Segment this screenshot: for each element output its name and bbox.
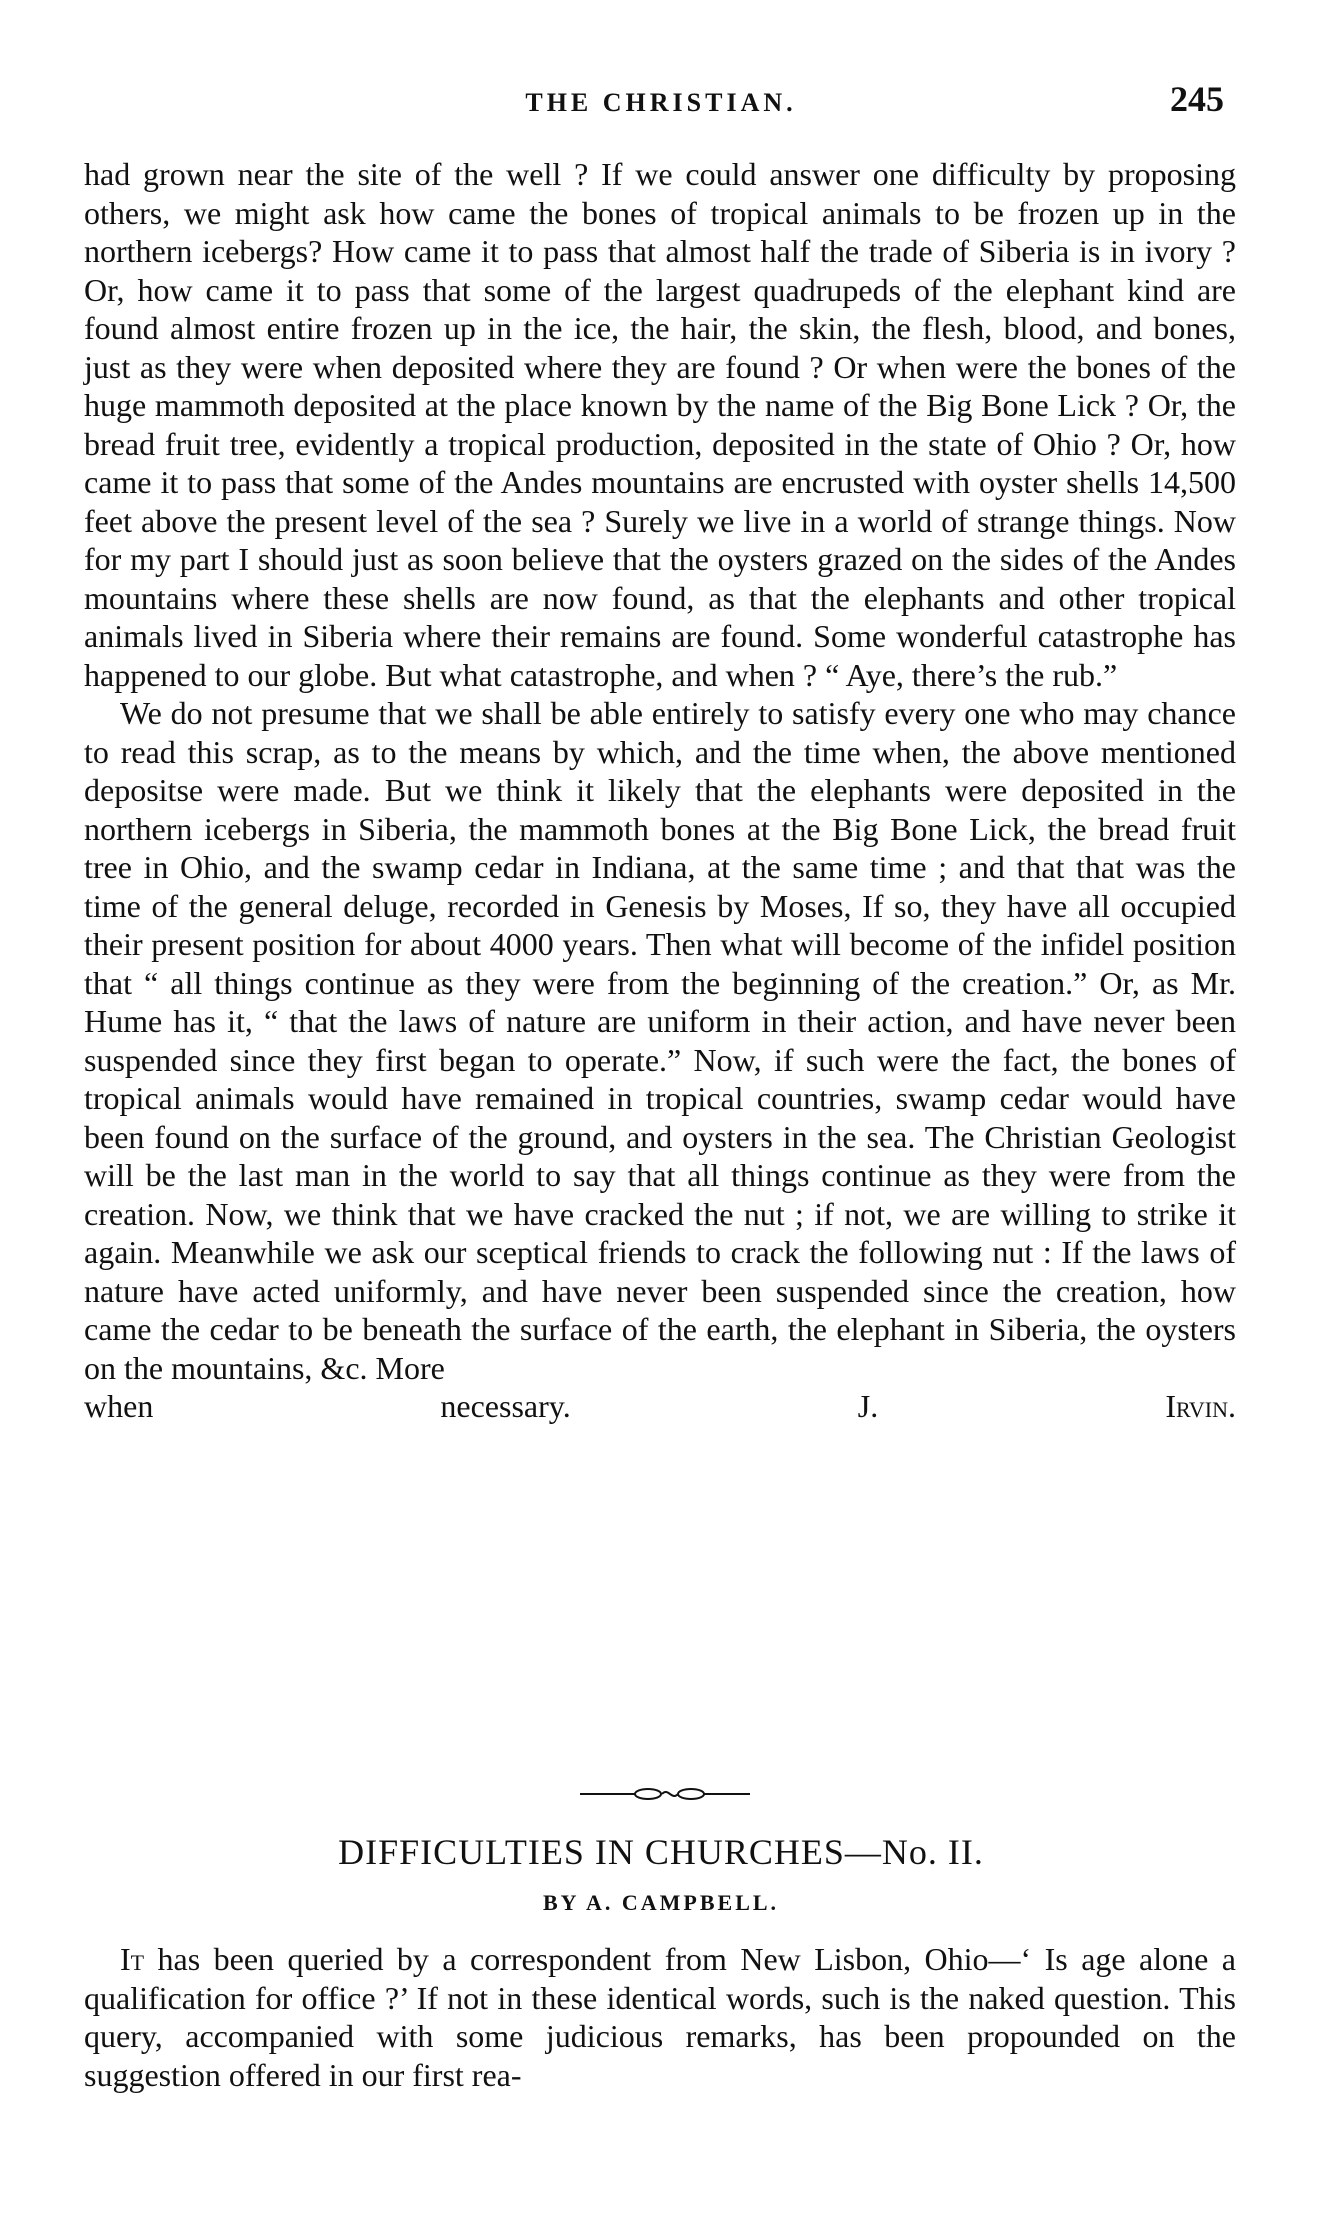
paragraph-1: had grown near the site of the well ? If we could answer one difficulty by proposing others, we might ask how came the bones of tropical animals to be frozen up in the northern icebergs? How came it to pass that almost half the trade of Siberia is in ivory ? Or, how came it to pass that some of the largest quadrupeds of the elephant kind are found almost entire frozen up in the ice, the hair, the skin, the flesh, blood, and bones, just as they were when deposited where they are found ? Or when were the bones of the huge mammoth deposited at the place known by the name of the Big Bone Lick ? Or, the bread fruit tree, evidently a tropical production, deposited in the state of Ohio ? Or, how came it to pass that some of the Andes mountains are encrusted with oyster shells 14,500 feet above the present level of the sea ? Surely we live in a world of strange things. Now for my part I should just as soon believe that the oysters grazed on the sides of the Andes mountains where these shells are now found, as that the elephants and other tropical animals lived in Siberia where their remains are found. Some wonderful catastrophe has happened to our globe. But what catastrophe, and when ? “ Aye, there’s the rub.” xyxy=(84,156,1236,693)
paragraph-2: We do not presume that we shall be able entirely to satisfy every one who may chance to read this scrap, as to the means by which, and the time when, the above mentioned depositse were made. But we think it likely that the elephants were deposited in the northern icebergs in Siberia, the mammoth bones at the Big Bone Lick, the bread fruit tree in Ohio, and the swamp cedar in Indiana, at the same time ; and that that was the time of the general deluge, recorded in Genesis by Moses, If so, they have all occupied their present position for about 4000 years. Then what will become of the infidel position that “ all things continue as they were from the beginning of the creation.” Or, as Mr. Hume has it, “ that the laws of nature are uniform in their action, and have never been suspended since they first began to operate.” Now, if such were the fact, the bones of tropical animals would have remained in tropical countries, swamp cedar would have been found on the surface of the ground, and oysters in the sea. The Christian Geologist will be the last man in the world to say that all things continue as they were from the creation. Now, we think that we have cracked the nut ; if not, we are willing to strike it again. Meanwhile we ask our sceptical friends to crack the following nut : If the laws of nature have acted uniformly, and have never been suspended since the creation, how came the cedar to be beneath the surface of the earth, the elephant in Siberia, the oysters on the mountains, &c. More xyxy=(84,695,1236,1386)
ornamental-divider xyxy=(580,1785,750,1803)
article-byline: BY A. CAMPBELL. xyxy=(542,1890,780,1915)
letter-text-column xyxy=(84,155,1236,1426)
running-header xyxy=(0,78,1322,128)
article-text-column xyxy=(84,1940,1236,2094)
signature-line xyxy=(84,1387,1236,1426)
article-title: DIFFICULTIES IN CHURCHES—No. II. xyxy=(338,1832,984,1872)
running-title: THE CHRISTIAN. xyxy=(525,88,797,117)
article-paragraph-1-text: has been queried by a correspondent from New Lisbon, Ohio—‘ Is age alone a qualification for office ?’ If not in these identical words, such is the naked question. This query, accompanied with some judicious remarks, has been propounded on the suggestion offered in our first rea- xyxy=(84,1941,1236,2093)
page-number: 245 xyxy=(1170,79,1224,119)
opening-word: It xyxy=(120,1941,145,1977)
article-paragraph-1 xyxy=(84,1940,1236,2094)
paragraph-2-end: when necessary. xyxy=(84,1388,571,1424)
author-signature: J. Irvin. xyxy=(857,1388,1237,1424)
article-header xyxy=(0,1828,1322,1916)
